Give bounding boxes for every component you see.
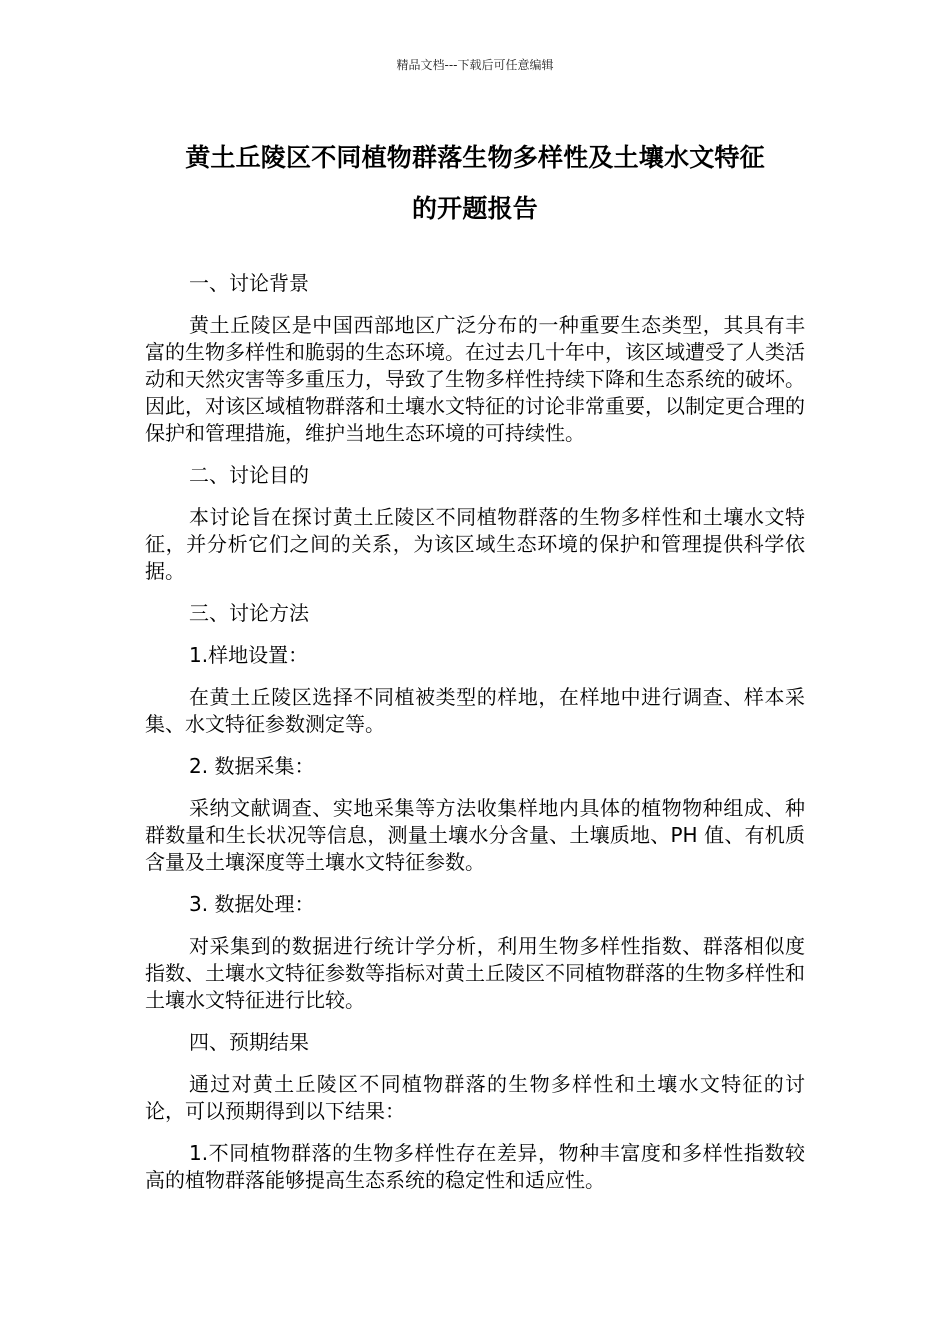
paragraph-result-item-1: 1.不同植物群落的生物多样性存在差异，物种丰富度和多样性指数较高的植物群落能够提高生态系统的稳定性和适应性。 xyxy=(145,1141,805,1192)
document-body xyxy=(145,270,805,1209)
section-heading-methods: 三、讨论方法 xyxy=(189,601,309,625)
subheading-data-collection: 2. 数据采集： xyxy=(189,754,315,778)
paragraph-expected-results: 通过对黄土丘陵区不同植物群落的生物多样性和土壤水文特征的讨论，可以预期得到以下结果： xyxy=(145,1072,805,1123)
section-heading-background: 一、讨论背景 xyxy=(189,271,309,295)
section-heading-expected-results: 四、预期结果 xyxy=(189,1030,309,1054)
section-heading-purpose: 二、讨论目的 xyxy=(189,463,309,487)
title-line-1: 黄土丘陵区不同植物群落生物多样性及土壤水文特征 xyxy=(185,143,765,172)
paragraph-data-collection: 采纳文献调查、实地采集等方法收集样地内具体的植物物种组成、种群数量和生长状况等信息，测量土壤水分含量、土壤质地、PH 值、有机质含量及土壤深度等土壤水文特征参数。 xyxy=(145,796,805,874)
subheading-plot-setup: 1.样地设置： xyxy=(189,643,309,667)
header-note: 精品文档---下载后可任意编辑 xyxy=(396,58,554,72)
paragraph-plot-setup: 在黄土丘陵区选择不同植被类型的样地，在样地中进行调查、样本采集、水文特征参数测定等。 xyxy=(145,685,805,736)
paragraph-data-processing: 对采集到的数据进行统计学分析，利用生物多样性指数、群落相似度指数、土壤水文特征参数等指标对黄土丘陵区不同植物群落的生物多样性和土壤水文特征进行比较。 xyxy=(145,934,805,1012)
subheading-data-processing: 3. 数据处理： xyxy=(189,892,315,916)
paragraph-purpose: 本讨论旨在探讨黄土丘陵区不同植物群落的生物多样性和土壤水文特征，并分析它们之间的关系，为该区域生态环境的保护和管理提供科学依据。 xyxy=(145,505,805,583)
paragraph-background: 黄土丘陵区是中国西部地区广泛分布的一种重要生态类型，其具有丰富的生物多样性和脆弱的生态环境。在过去几十年中，该区域遭受了人类活动和天然灾害等多重压力，导致了生物多样性持续下降和生态系统的破坏。因此，对该区域植物群落和土壤水文特征的讨论非常重要，以制定更合理的保护和管理措施，维护当地生态环境的可持续性。 xyxy=(145,313,805,445)
document-title xyxy=(140,132,810,234)
title-line-2: 的开题报告 xyxy=(411,194,538,223)
